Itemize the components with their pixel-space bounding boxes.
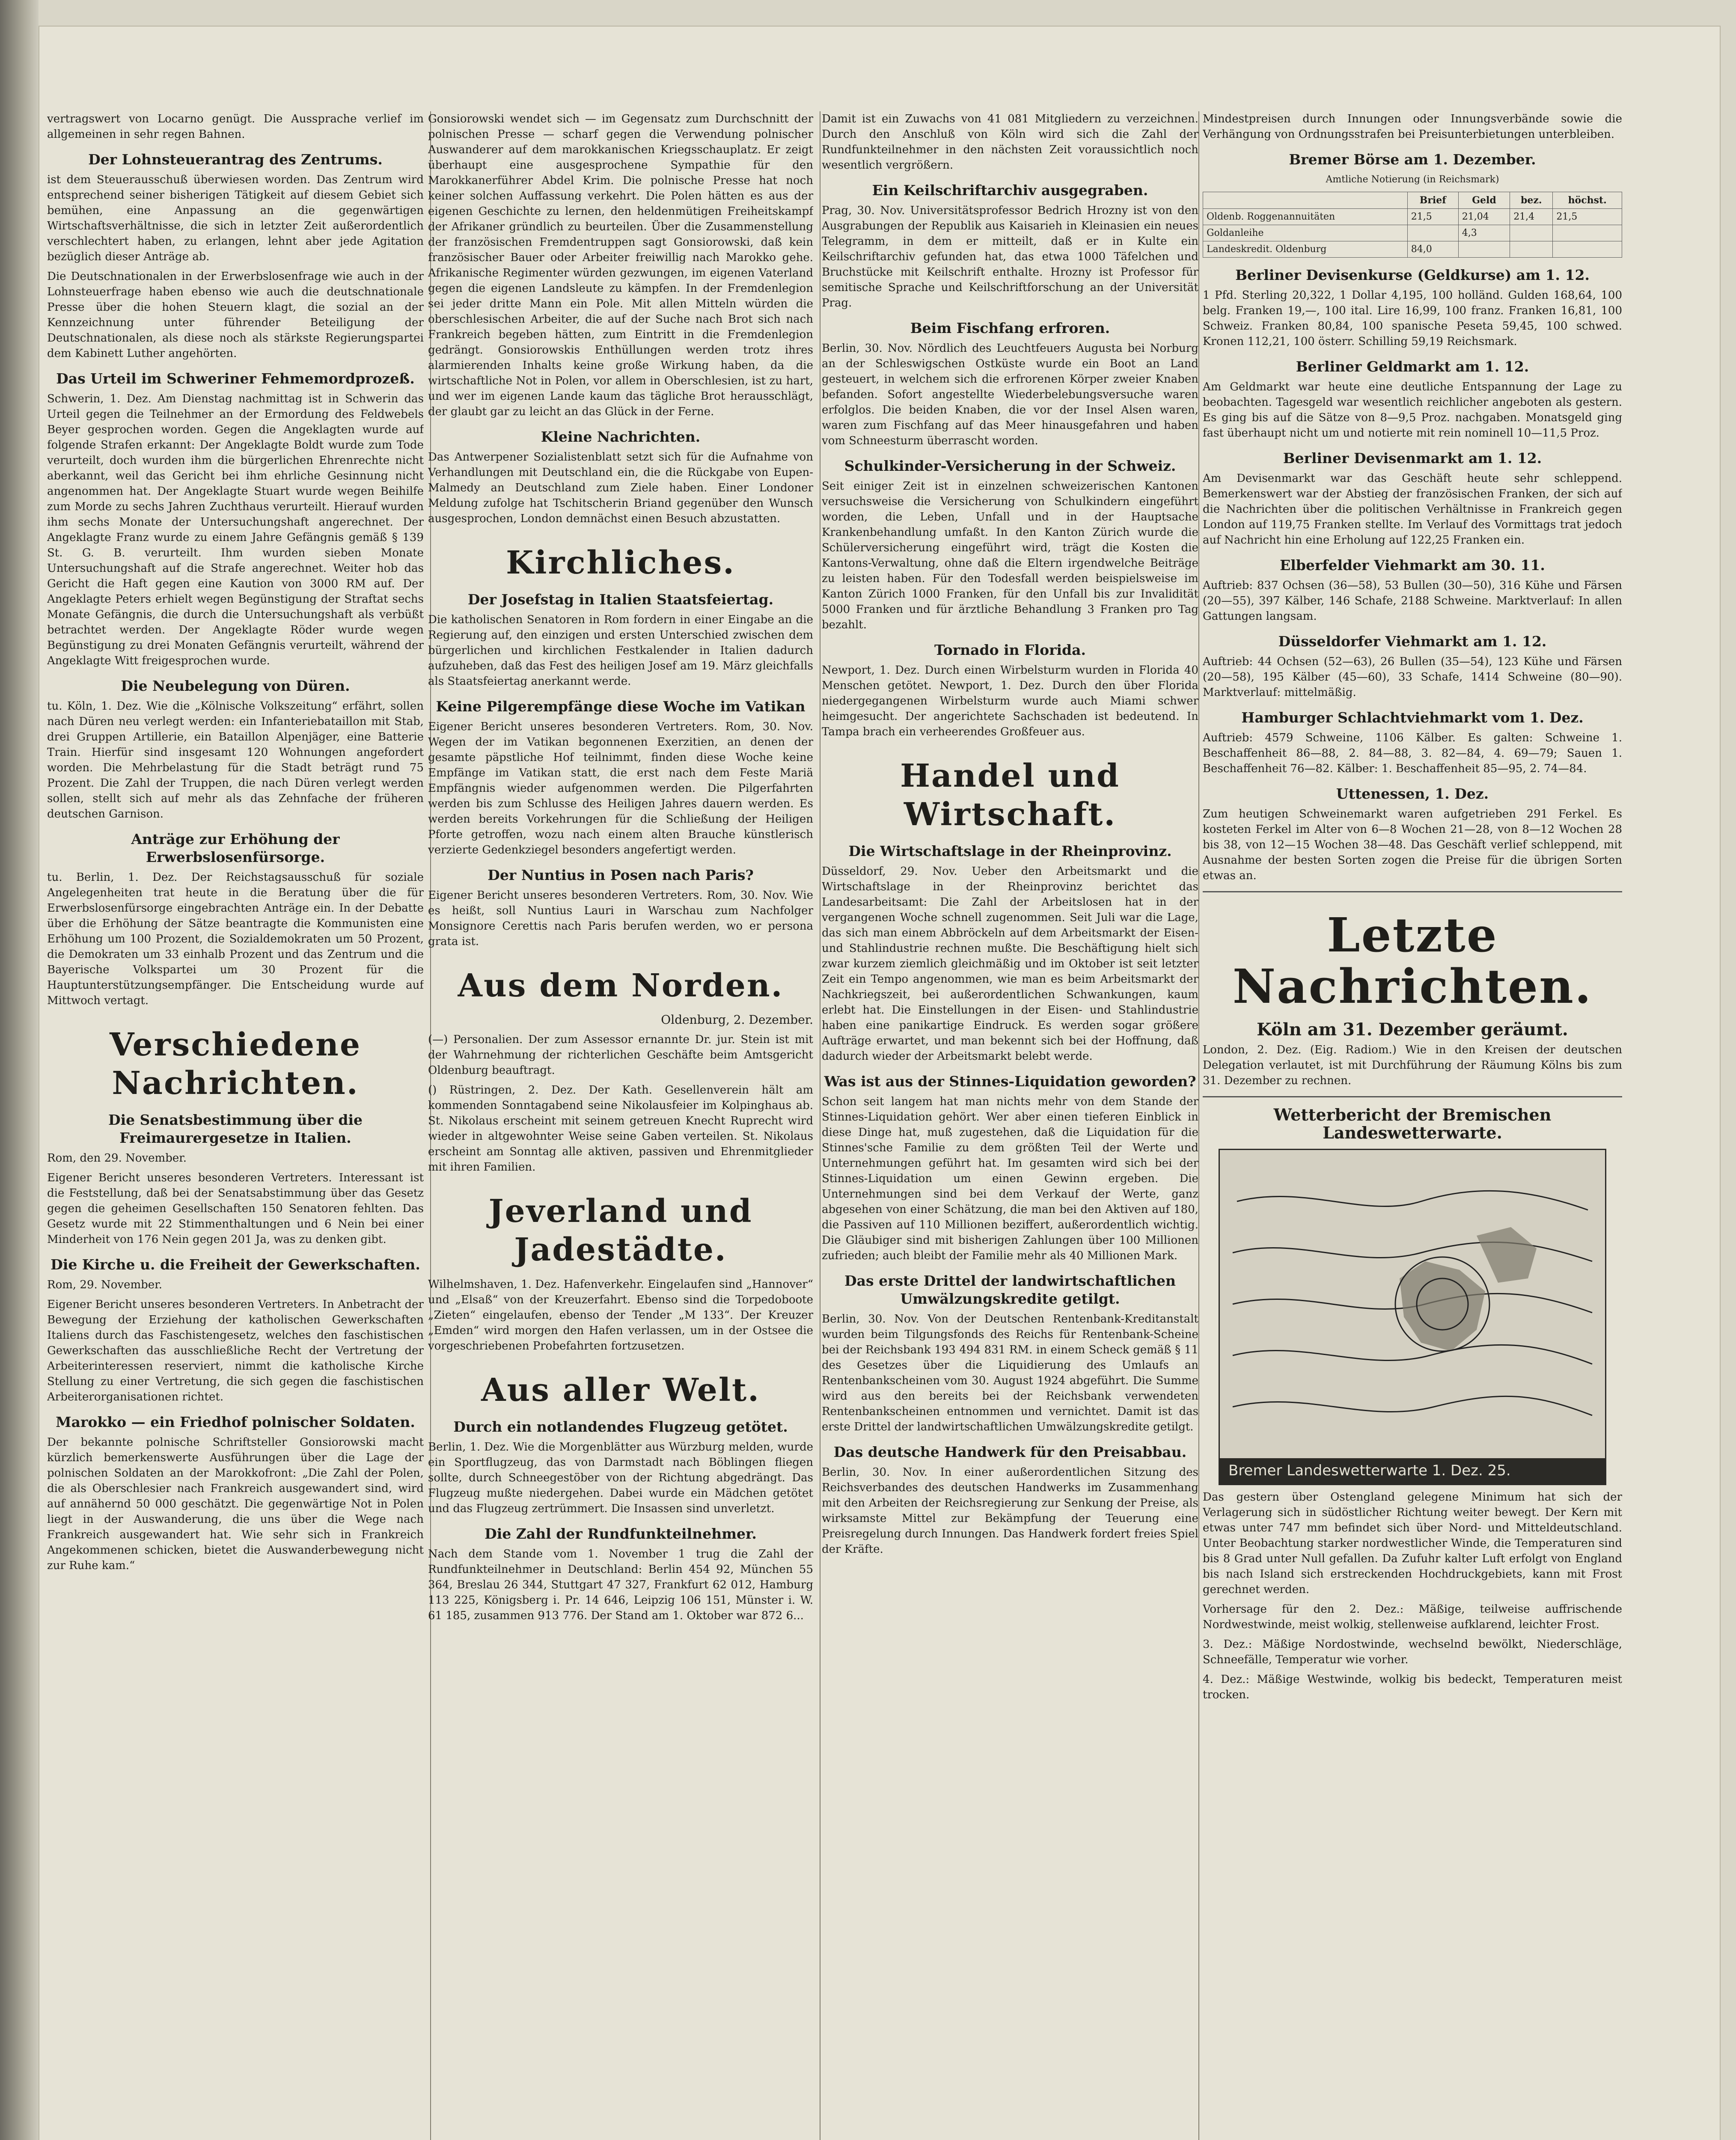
article-paragraph: Eigener Bericht unseres besonderen Vertreters. Rom, 30. Nov. Wie es heißt, soll Nuntius Lauri in Warschau zum Nachfolger Monsignore Cerettis nach Paris berufen werden, wo er persona grata ist. xyxy=(428,889,813,948)
article-paragraph: Berlin, 1. Dez. Wie die Morgenblätter aus Würzburg melden, wurde ein Sportflugzeug, das von Darmstadt nach Böblingen fliegen sollte, durch Schneegestöber von der Richtung abgedrängt. Das Flugzeug mußte niedergehen. Dabei wurde ein Mädchen getötet und das Flugzeug zertrümmert. Die Insassen sind unverletzt. xyxy=(428,1441,813,1515)
weather-paragraph: 3. Dez.: Mäßige Nordostwinde, wechselnd bewölkt, Niederschläge, Schneefälle, Temperatur wie vorher. xyxy=(1203,1638,1622,1666)
article-paragraph: Auftrieb: 4579 Schweine, 1106 Kälber. Es galten: Schweine 1. Beschaffenheit 86—88, 2. 84—88, 3. 82—84, 4. 69—79; Sauen 1. Beschaffenheit 76—82. Kälber: 1. Beschaffenheit 85—95, 2. 74—84. xyxy=(1203,731,1622,775)
weather-paragraph: 4. Dez.: Mäßige Westwinde, wolkig bis bedeckt, Temperaturen meist trocken. xyxy=(1203,1673,1622,1701)
market-cell: Landeskredit. Oldenburg xyxy=(1203,241,1408,258)
article-headline: Durch ein notlandendes Flugzeug getötet. xyxy=(453,1418,788,1435)
article-headline: Die Senatsbestimmung über die Freimaurergesetze in Italien. xyxy=(108,1112,363,1146)
article-headline: Ein Keilschriftarchiv ausgegraben. xyxy=(872,182,1148,199)
market-note: Amtliche Notierung (in Reichsmark) xyxy=(1326,174,1499,185)
section-heading: Verschiedene Nachrichten. xyxy=(109,1026,362,1102)
article-paragraph: Berlin, 30. Nov. Nördlich des Leuchtfeuers Augusta bei Norburg an der Schleswigschen Ostküste wurde ein Boot an Land gesteuert, in welchem sich die erfrorenen Körper zweier Knaben befanden. Sofort angestellte Wiederbelebungsversuche waren erfolglos. Die beiden Knaben, die vor der Insel Alsen waren, waren zum Fischfang auf das Meer hinausgefahren und haben vom Schneesturm überrascht worden. xyxy=(822,342,1198,447)
market-cell: 21,4 xyxy=(1510,209,1553,225)
article-paragraph: Rom, den 29. November. xyxy=(47,1152,187,1165)
column-2 xyxy=(428,111,813,2140)
article-paragraph: Der bekannte polnische Schriftsteller Gonsiorowski macht kürzlich bemerkenswerte Ausführungen über die Lage der polnischen Soldaten an der Marokkofront: „Die Zahl der Polen, die als Oberschlesier nach Frankreich ausgewandert sind, wird auf annähernd 50 000 geschätzt. Die gegenwärtige Not in Polen liegt in der Auswanderung, die uns über die Wege nach Frankreich ausgewandert hat. Wie sehr sich in Frankreich Angekommenen schicken, bietet die Auswanderbewegung nicht zur Ruhe kam.“ xyxy=(47,1436,424,1572)
article-paragraph: Nach dem Stande vom 1. November 1 trug die Zahl der Rundfunkteilnehmer in Deutschland: Berlin 454 92, München 55 364, Breslau 26 344, Stuttgart 47 327, Frankfurt 62 012, Hamburg 113 225, Königsberg i. Pr. 14 646, Leipzig 106 151, Münster i. W. 61 185, zusammen 913 776. Der Stand am 1. Oktober war 872 6... xyxy=(428,1548,813,1622)
last-news-text: London, 2. Dez. (Eig. Radiom.) Wie in den Kreisen der deutschen Delegation verlautet, ist mit Durchführung der Räumung Kölns bis zum 31. Dezember zu rechnen. xyxy=(1203,1043,1622,1087)
article-paragraph: Prag, 30. Nov. Universitätsprofessor Bedrich Hrozny ist von den Ausgrabungen der Republik aus Kaisarieh in Kleinasien ein neues Telegramm, in dem er mitteilt, daß er in Kulte ein Keilschriftarchiv gefunden hat, das etwa 1000 Täfelchen und Bruchstücke mit Keilschrift enthalte. Hrozny ist Professor für semitische Sprache und Keilschriftforschung an der Universität Prag. xyxy=(822,204,1198,309)
article-headline: Kleine Nachrichten. xyxy=(541,428,701,445)
column-4 xyxy=(1203,111,1622,2140)
article-paragraph: Wilhelmshaven, 1. Dez. Hafenverkehr. Eingelaufen sind „Hannover“ und „Elsaß“ von der Kreuzerfahrt. Ebenso sind die Torpedoboote „Zieten“ eingelaufen, ebenso der Tender „M 133“. Der Kreuzer „Emden“ wird morgen den Hafen verlassen, um in der Ostsee die vorgeschriebenen Probefahrten fortzusetzen. xyxy=(428,1278,813,1352)
article-paragraph: () Rüstringen, 2. Dez. Der Kath. Gesellenverein hält am kommenden Sonntagabend seine Nikolausfeier im Kolpinghaus ab. St. Nikolaus erscheint mit seinem getreuen Knecht Ruprecht wird wieder in altgewohnter Weise seine Gaben verteilen. St. Nikolaus erscheint am Sonntag alle aktiven, passiven und Ehrenmitglieder mit ihren Familien. xyxy=(428,1084,813,1174)
market-cell xyxy=(1553,225,1622,241)
section-heading: Handel und Wirtschaft. xyxy=(900,758,1120,833)
market-cell: Goldanleihe xyxy=(1203,225,1408,241)
article-paragraph: Berlin, 30. Nov. Von der Deutschen Rentenbank-Kreditanstalt wurden beim Tilgungsfonds des Reichs für Rentenbank-Scheine bei der Reichsbank 193 494 831 RM. in einem Scheck gemäß § 11 des Gesetzes über die Liquidierung des Umlaufs an Rentenbankscheinen vom 30. August 1924 abgeführt. Die Summe wird aus den bereits bei der Reichsbank verwendeten Rentenbankscheinen entnommen und vernichtet. Damit ist das erste Drittel der landwirtschaftlichen Umwälzungskredite getilgt. xyxy=(822,1313,1198,1433)
article-paragraph: 1 Pfd. Sterling 20,322, 1 Dollar 4,195, 100 holländ. Gulden 168,64, 100 belg. Franken 19,—, 100 ital. Lire 16,99, 100 franz. Franken 16,81, 100 Schweiz. Franken 80,84, 100 spanische Peseta 59,45, 100 schwed. Kronen 112,21, 100 österr. Schilling 59,19 Reichsmark. xyxy=(1203,289,1622,348)
market-cell xyxy=(1510,225,1553,241)
article-continuation: Mindestpreisen durch Innungen oder Innungsverbände sowie die Verhängung von Ordnungsstrafen bei Preisunterbietungen unterbleiben. xyxy=(1203,113,1622,141)
article-headline: Das Urteil im Schweriner Fehmemordprozeß. xyxy=(56,370,415,387)
article-paragraph: Rom, 29. November. xyxy=(47,1278,163,1291)
article-paragraph: Damit ist ein Zuwachs von 41 081 Mitgliedern zu verzeichnen. Durch den Anschluß von Köln wird sich die Zahl der Rundfunkteilnehmer in den nächsten Zeit voraussichtlich noch wesentlich vergrößern. xyxy=(822,113,1198,172)
market-header-cell: Geld xyxy=(1458,192,1510,209)
article-headline: Die Wirtschaftslage in der Rheinprovinz. xyxy=(848,843,1172,859)
article-headline: Berliner Geldmarkt am 1. 12. xyxy=(1296,358,1529,375)
article-headline: Beim Fischfang erfroren. xyxy=(910,320,1110,336)
market-cell: 84,0 xyxy=(1407,241,1458,258)
article-paragraph: vertragswert von Locarno genügt. Die Aussprache verlief im allgemeinen in sehr regen Bahnen. xyxy=(47,113,424,141)
article-headline: Berliner Devisenmarkt am 1. 12. xyxy=(1283,450,1542,467)
article-headline: Das erste Drittel der landwirtschaftlichen Umwälzungskredite getilgt. xyxy=(844,1272,1176,1307)
weather-paragraph: Das gestern über Ostengland gelegene Minimum hat sich der Verlagerung sich in südöstlicher Richtung weiter bewegt. Der Kern mit etwas unter 747 mm befindet sich über Nord- und Mitteldeutschland. Unter Beobachtung starker nordwestlicher Winde, die Temperaturen sind bis 8 Grad unter Null gefallen. Da Zufuhr kalter Luft erfolgt von England bis nach Island sich erstreckenden Hochdruckgebiets, kann mit Frost gerechnet werden. xyxy=(1203,1491,1622,1596)
article-paragraph: Am Devisenmarkt war das Geschäft heute sehr schleppend. Bemerkenswert war der Abstieg der französischen Franken, der sich auf die Nachrichten über die politischen Verhältnisse in Frankreich gegen London auf 119,75 Franken stellte. Im Verlauf des Vormittags trat jedoch auf Nachricht hin eine Erholung auf 122,25 Franken ein. xyxy=(1203,472,1622,547)
market-cell: 21,5 xyxy=(1407,209,1458,225)
divider xyxy=(1203,891,1622,892)
market-header-cell xyxy=(1203,192,1408,209)
market-row xyxy=(1203,209,1622,225)
article-paragraph: Am Geldmarkt war heute eine deutliche Entspannung der Lage zu beobachten. Tagesgeld war wesentlich reichlicher angeboten als gestern. Es ging bis auf die Sätze von 8—9,5 Proz. nachgaben. Monatsgeld ging fast überhaupt nicht um und notierte mit rein nominell 10—11,5 Proz. xyxy=(1203,380,1622,440)
article-headline: Das deutsche Handwerk für den Preisabbau. xyxy=(833,1444,1187,1460)
article-headline: Der Lohnsteuerantrag des Zentrums. xyxy=(88,151,383,168)
article-headline: Uttenessen, 1. Dez. xyxy=(1336,785,1489,802)
section-heading: Aus aller Welt. xyxy=(481,1372,760,1409)
article-paragraph: Das Antwerpener Sozialistenblatt setzt sich für die Aufnahme von Verhandlungen mit Deutschland ein, die die Rückgabe von Eupen-Malmedy an Deutschland zum Ziele haben. Einer Londoner Meldung zufolge hat Tschitscherin Briand gegenüber den Wunsch ausgesprochen, London demnächst einen Besuch abzustatten. xyxy=(428,451,813,525)
market-cell xyxy=(1458,241,1510,258)
article-headline: Die Kirche u. die Freiheit der Gewerkschaften. xyxy=(51,1256,420,1273)
article-paragraph: (—) Personalien. Der zum Assessor ernannte Dr. jur. Stein ist mit der Wahrnehmung der richterlichen Geschäfte beim Amtsgericht Oldenburg beauftragt. xyxy=(428,1033,813,1077)
market-table xyxy=(1203,192,1622,258)
article-headline: Hamburger Schlachtviehmarkt vom 1. Dez. xyxy=(1241,709,1584,726)
market-row xyxy=(1203,225,1622,241)
article-headline: Düsseldorfer Viehmarkt am 1. 12. xyxy=(1278,633,1547,650)
dateline: Oldenburg, 2. Dezember. xyxy=(661,1013,813,1027)
article-headline: Der Nuntius in Posen nach Paris? xyxy=(488,867,754,883)
article-paragraph: Auftrieb: 44 Ochsen (52—63), 26 Bullen (35—54), 123 Kühe und Färsen (20—58), 195 Kälber (45—60), 33 Schafe, 1414 Schweine (80—90). Marktverlauf: mittelmäßig. xyxy=(1203,655,1622,699)
map-caption: Bremer Landeswetterwarte 1. Dez. 25. xyxy=(1228,1462,1511,1479)
weather-map-graphic xyxy=(1220,1150,1605,1484)
market-cell: 21,5 xyxy=(1553,209,1622,225)
market-cell: Oldenb. Roggenannuitäten xyxy=(1203,209,1408,225)
article-headline: Die Neubelegung von Düren. xyxy=(121,678,350,694)
column-3 xyxy=(822,111,1198,2140)
article-paragraph: Seit einiger Zeit ist in einzelnen schweizerischen Kantonen versuchsweise die Versicherung von Schulkindern eingeführt worden, die Leben, Unfall und in der Hauptsache Krankenbehandlung umfaßt. In den Kanton Zürich wurde die Schülerversicherung eingeführt wird, trägt die Kosten die Kantons-Verwaltung, ohne daß die Eltern irgendwelche Beiträge zu leisten haben. Für den Todesfall werden beispielsweise im Kanton Zürich 1000 Franken, für den Unfall bis zur Invalidität 5000 Franken und für ärztliche Behandlung 3 Franken pro Tag bezahlt. xyxy=(822,480,1198,631)
binding-spine xyxy=(0,0,39,2140)
section-heading: Kirchliches. xyxy=(506,544,735,581)
last-news-subheading: Köln am 31. Dezember geräumt. xyxy=(1257,1019,1568,1040)
weather-title: Wetterbericht der Bremischen Landeswetterwarte. xyxy=(1273,1105,1552,1142)
article-headline: Berliner Devisenkurse (Geldkurse) am 1. 12. xyxy=(1235,267,1590,283)
weather-map xyxy=(1219,1149,1606,1485)
section-heading: Jeverland und Jadestädte. xyxy=(488,1193,753,1268)
article-paragraph: Eigener Bericht unseres besonderen Vertreters. In Anbetracht der Bewegung der Erziehung der katholischen Gewerkschaften Italiens durch das Faschistengesetz, welches den faschistischen Gewerkschaften das ausschließliche Recht der Vertretung der Arbeiterinteressen reserviert, nimmt die katholische Kirche Stellung zu einer Vertretung, die sich gegen die faschistischen Arbeiterorganisationen richtet. xyxy=(47,1298,424,1403)
article-headline: Keine Pilgerempfänge diese Woche im Vatikan xyxy=(436,698,806,715)
article-headline: Marokko — ein Friedhof polnischer Soldaten. xyxy=(56,1414,415,1430)
article-headline: Was ist aus der Stinnes-Liquidation geworden? xyxy=(824,1073,1196,1090)
section-heading: Aus dem Norden. xyxy=(458,967,784,1004)
article-paragraph: Newport, 1. Dez. Durch einen Wirbelsturm wurden in Florida 40 Menschen getötet. Newport, 1. Dez. Durch den über Florida niedergegangenen Wirbelsturm wurde auch Miami schwer heimgesucht. Der angerichtete Sachschaden ist bedeutend. In Tampa brach ein verheerendes Großfeuer aus. xyxy=(822,664,1198,738)
column-rule xyxy=(1198,111,1199,2140)
article-headline: Tornado in Florida. xyxy=(934,642,1086,658)
column-1 xyxy=(47,111,424,2140)
article-paragraph: Schwerin, 1. Dez. Am Dienstag nachmittag ist in Schwerin das Urteil gegen die Teilnehmer an der Ermordung des Feldwebels Beyer gesprochen worden. Gegen die Angeklagten wurde auf folgende Strafen erkannt: Der Angeklagte Boldt wurde zum Tode verurteilt, doch wurden ihm die bürgerlichen Ehrenrechte nicht aberkannt, weil das Gericht bei ihm ehrliche Gesinnung nicht angenommen hat. Der Angeklagte Stuart wurde wegen Beihilfe zum Morde zu sechs Jahren Zuchthaus verurteilt. Hierauf wurden ihm sechs Monate der Untersuchungshaft angerechnet. Der Angeklagte Franz wurde zu einem Jahre Gefängnis gemäß § 139 St. G. B. verurteilt. Ihm wurden sieben Monate Untersuchungshaft auf die Strafe angerechnet. Weiter hob das Gericht die Haft gegen eine Kaution von 3000 RM auf. Der Angeklagte Peters erhielt wegen Begünstigung der Straftat sechs Monate Gefängnis, die durch die Untersuchungshaft als verbüßt betrachtet werden. Der Angeklagte Röder wurde wegen Begünstigung zu drei Monaten Gefängnis verurteilt, während der Angeklagte Witt freigesprochen wurde. xyxy=(47,392,424,667)
article-paragraph: Berlin, 30. Nov. In einer außerordentlichen Sitzung des Reichsverbandes des deutschen Handwerks im Zusammenhang mit den Arbeiten der Reichsregierung zur Senkung der Preise, als wirksamste Mittel zur Bekämpfung der Teuerung eine Preisregelung durch Innungen. Das Handwerk fordert freies Spiel der Kräfte. xyxy=(822,1466,1198,1556)
market-cell: 4,3 xyxy=(1458,225,1510,241)
article-headline: Schulkinder-Versicherung in der Schweiz. xyxy=(844,458,1176,474)
article-paragraph: Zum heutigen Schweinemarkt waren aufgetrieben 291 Ferkel. Es kosteten Ferkel im Alter von 6—8 Wochen 21—28, von 8—12 Wochen 28 bis 38, von 12—15 Wochen 38—48. Das Geschäft verlief schleppend, mit Ausnahme der besten Sorten zogen die Preise für die übrigen Sorten etwas an. xyxy=(1203,808,1622,882)
article-paragraph: Die katholischen Senatoren in Rom fordern in einer Eingabe an die Regierung auf, den einzigen und ersten Unterschied zwischen dem bürgerlichen und kirchlichen Festkalender in Italien dadurch aufzuheben, daß das Fest des heiligen Josef am 19. März gleichfalls als Staatsfeiertag anerkannt werde. xyxy=(428,613,813,688)
article-paragraph: Die Deutschnationalen in der Erwerbslosenfrage wie auch in der Lohnsteuerfrage haben ebenso wie auch die deutschnationale Presse über die hohen Steuern klagt, die sozial an der Kennzeichnung unter führender Beteiligung der Deutschnationalen, als diese noch als stärkste Regierungspartei dem Kabinett Luther angehörten. xyxy=(47,270,424,360)
article-headline: Elberfelder Viehmarkt am 30. 11. xyxy=(1280,557,1545,574)
weather-paragraph: Vorhersage für den 2. Dez.: Mäßige, teilweise auffrischende Nordwestwinde, meist wolkig, stellenweise aufklarend, leichter Frost. xyxy=(1203,1603,1622,1631)
article-headline: Anträge zur Erhöhung der Erwerbslosenfürsorge. xyxy=(131,831,340,865)
market-cell: 21,04 xyxy=(1458,209,1510,225)
article-headline: Der Josefstag in Italien Staatsfeiertag. xyxy=(467,591,774,608)
last-news-heading: Letzte Nachrichten. xyxy=(1232,907,1593,1014)
article-paragraph: Auftrieb: 837 Ochsen (36—58), 53 Bullen (30—50), 316 Kühe und Färsen (20—55), 397 Kälber, 146 Schafe, 2188 Schweine. Marktverlauf: In allen Gattungen langsam. xyxy=(1203,579,1622,623)
article-paragraph: tu. Köln, 1. Dez. Wie die „Kölnische Volkszeitung“ erfährt, sollen nach Düren neu verlegt werden: ein Infanteriebataillon mit Stab, drei Gruppen Artillerie, ein Bataillon Alpenjäger, eine Batterie Train. Hierfür sind insgesamt 120 Wohnungen angefordert worden. Die Mehrbelastung für die Stadt beträgt rund 75 Prozent. Die Zahl der Truppen, die nach Düren verlegt werden sollen, stellt sich auf mehr als das Zehnfache der früheren deutschen Garnison. xyxy=(47,700,424,820)
article-paragraph: tu. Berlin, 1. Dez. Der Reichstagsausschuß für soziale Angelegenheiten trat heute in die Beratung über die für Erwerbslosenfürsorge eingebrachten Anträge ein. In der Debatte über die Erhöhung der Sätze beantragte die Kommunisten eine Erhöhung um 100 Prozent, die Sozialdemokraten um 50 Prozent, die Demokraten um 33 einhalb Prozent und das Zentrum und die Bayerische Volkspartei um 30 Prozent für die Hauptunterstützungsempfänger. Die Entscheidung wurde auf Mittwoch vertagt. xyxy=(47,871,424,1007)
market-row xyxy=(1203,241,1622,258)
market-title: Bremer Börse am 1. Dezember. xyxy=(1289,151,1536,168)
market-header-cell: Brief xyxy=(1407,192,1458,209)
market-cell xyxy=(1553,241,1622,258)
article-paragraph: ist dem Steuerausschuß überwiesen worden. Das Zentrum wird entsprechend seiner bisherigen Tätigkeit auf diesem Gebiet sich bemühen, eine Anpassung an die gegenwärtigen Wirtschaftsverhältnisse, die sich in letzter Zeit außerordentlich verschlechtert haben, zu erlangen, lehnt aber jede Agitation bezüglich dieser Anträge ab. xyxy=(47,173,424,263)
market-cell xyxy=(1510,241,1553,258)
article-paragraph: Schon seit langem hat man nichts mehr von dem Stande der Stinnes-Liquidation gehört. Wer aber einen tieferen Einblick in diese Dinge hat, muß zugestehen, daß die Liquidation für die Stinnes'sche Familie zu dem größten Teil der Werte und Unternehmungen geführt hat. Im gesamten wird sich bei der Stinnes-Liquidation um einen Gewinn ergeben. Die Unternehmungen sind bei dem Verkauf der Werte, ganz abgesehen von einer Schätzung, die man bei den Aktiven auf 180, die Passiven auf 110 Millionen beziffert, außerordentlich wichtig. Die Gläubiger sind mit bisherigen Zahlungen über 100 Millionen zufrieden; auch bleibt der Familie mehr als 40 Millionen Mark. xyxy=(822,1095,1198,1262)
market-header-cell: bez. xyxy=(1510,192,1553,209)
article-paragraph: Eigener Bericht unseres besonderen Vertreters. Interessant ist die Feststellung, daß bei der Senatsabstimmung über das Gesetz gegen die geheimen Gesellschaften 150 Senatoren fehlten. Das Gesetz wurde mit 22 Stimmenthaltungen und 6 Nein bei einer Minderheit von 176 Nein gegen 201 Ja, was zu denken gibt. xyxy=(47,1171,424,1246)
market-cell xyxy=(1407,225,1458,241)
article-paragraph: Düsseldorf, 29. Nov. Ueber den Arbeitsmarkt und die Wirtschaftslage in der Rheinprovinz berichtet das Landesarbeitsamt: Die Zahl der Arbeitslosen hat in der vergangenen Woche schnell zugenommen. Seit Juli war die Lage, das sich man einem Abbröckeln auf dem Arbeitsmarkt der Eisen- und Stahlindustrie rechnen mußte. Die Beschäftigung hielt sich zwar kurzem ziemlich gleichmäßig und im Oktober ist seit letzter Zeit ein Tempo angenommen, wie man es beim Arbeitsmarkt der Nachkriegszeit, bei außerordentlichen Schwankungen, kaum erlebt hat. Die Einstellungen in der Eisen- und Stahlindustrie haben eine panikartige Eindruck. Es werden sogar größere Aufträge erwartet, und man bekennt sich bei der Hoffnung, daß dadurch wieder der Arbeitsmarkt belebt werde. xyxy=(822,865,1198,1063)
divider xyxy=(1203,1096,1622,1097)
article-paragraph: Gonsiorowski wendet sich — im Gegensatz zum Durchschnitt der polnischen Presse — scharf gegen die Verwendung polnischer Auswanderer auf dem marokkanischen Kriegsschauplatz. Er zeigt überhaupt eine ausgesprochene Sympathie für den Marokkanerführer Abdel Krim. Die polnische Presse hat noch keiner solchen Auffassung verkehrt. Die Polen hätten es aus der eigenen Geschichte zu lernen, den heldenmütigen Freiheitskampf der Afrikaner gründlich zu beurteilen. Über die Zusammenstellung der französischen Fremdentruppen sagt Gonsiorowski, daß kein französischer Bauer oder Arbeiter freiwillig nach Marokko gehe. Afrikanische Regimenter würden gezwungen, im eigenen Vaterland gegen die eigenen Landsleute zu kämpfen. In der Fremdenlegion sei jeder dritte Mann ein Pole. Mit allen Mitteln würden die oberschlesischen Arbeiter, die auf der Suche nach Brot sich nach Frankreich begeben hätten, zum Eintritt in die Fremdenlegion gedrängt. Gonsiorowskis Enthüllungen werden trotz ihres alarmierenden Inhalts keine große Wirkung haben, da die wirtschaftliche Not in Polen, vor allem in Oberschlesien, ist zu hart, und wer im eigenen Lande kaum das tägliche Brot herausschlägt, der glaubt gar zu leicht an das Glück in der Ferne. xyxy=(428,113,813,418)
article-headline: Die Zahl der Rundfunkteilnehmer. xyxy=(485,1525,757,1542)
market-header-cell: höchst. xyxy=(1553,192,1622,209)
article-paragraph: Eigener Bericht unseres besonderen Vertreters. Rom, 30. Nov. Wegen der im Vatikan begonnenen Exerzitien, an denen der gesamte päpstliche Hof teilnimmt, finden diese Woche keine Empfänge im Vatikan statt, die erst nach dem Feste Mariä Empfängnis wieder aufgenommen werden. Die Pilgerfahrten werden bis zum Schlusse des Heiligen Jahres dauern werden. Es werden bereits Vorkehrungen für die Schließung der Heiligen Pforte getroffen, wozu nach einem alten Brauche künstlerisch verzierte Gedenkziegel besonders angefertigt werden. xyxy=(428,720,813,856)
